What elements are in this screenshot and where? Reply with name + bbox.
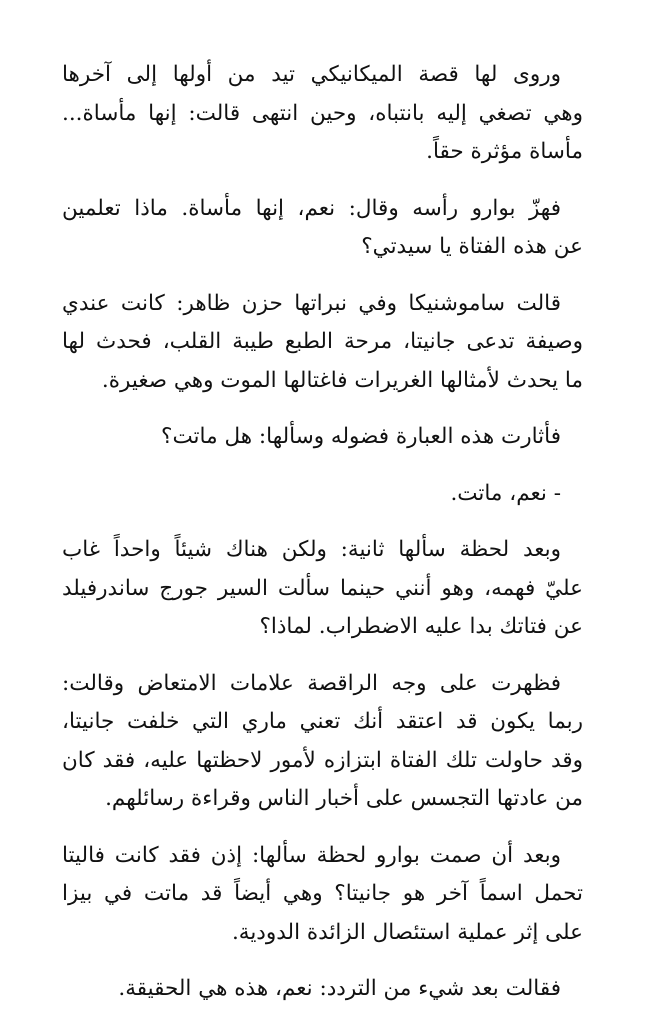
- paragraph-line: وروى لها قصة الميكانيكي تيد من أولها إلى آخرها: [62, 62, 561, 87]
- paragraph-1: [62, 56, 583, 172]
- paragraph-line: ربما يكون قد اعتقد أنك تعني ماري التي خلفت جانيتا،: [62, 709, 583, 734]
- paragraph-line: فظهرت على وجه الراقصة علامات الامتعاض وقالت:: [62, 670, 561, 696]
- paragraph-line: مأساة مؤثرة حقاً.: [426, 139, 583, 164]
- paragraph-6: [62, 531, 583, 647]
- paragraph-line: فأثارت هذه العبارة فضوله وسألها: هل ماتت؟: [161, 424, 561, 449]
- paragraph-3: [62, 285, 583, 401]
- paragraph-7: [62, 665, 583, 819]
- paragraph-5: [62, 475, 583, 514]
- paragraph-2: [62, 190, 583, 267]
- paragraph-line: تحمل اسماً آخر هو جانيتا؟ وهي أيضاً قد ماتت في بيزا: [62, 881, 583, 906]
- paragraph-line: وهي تصغي إليه بانتباه، وحين انتهى قالت: إنها مأساة...: [62, 100, 583, 126]
- paragraph-line: وبعد لحظة سألها ثانية: ولكن هناك شيئاً واحداً غاب: [62, 537, 561, 562]
- paragraph-line: على إثر عملية استئصال الزائدة الدودية.: [231, 919, 583, 945]
- paragraph-line: وصيفة تدعى جانيتا، مرحة الطبع طيبة القلب، فحدث لها: [62, 329, 583, 354]
- paragraph-line: فهزّ بوارو رأسه وقال: نعم، إنها مأساة. ماذا تعلمين: [62, 195, 561, 221]
- paragraph-line: عليّ فهمه، وهو أنني حينما سألت السير جورج ساندرفيلد: [62, 575, 583, 601]
- paragraph-line: عن هذه الفتاة يا سيدتي؟: [361, 234, 583, 259]
- paragraph-line: فقالت بعد شيء من التردد: نعم، هذه هي الحقيقة.: [118, 976, 561, 1001]
- paragraph-8: [62, 837, 583, 953]
- paragraph-line: عن فتاتك بدا عليه الاضطراب. لماذا؟: [259, 614, 583, 639]
- paragraph-line: ما يحدث لأمثالها الغريرات فاغتالها الموت وهي صغيرة.: [101, 367, 583, 393]
- paragraph-line: وبعد أن صمت بوارو لحظة سألها: إذن فقد كانت فاليتا: [62, 842, 561, 868]
- paragraph-9: [62, 970, 583, 1009]
- paragraph-line: - نعم، ماتت.: [450, 480, 561, 506]
- paragraph-line: من عادتها التجسس على أخبار الناس وقراءة رسائلهم.: [105, 786, 583, 811]
- paragraph-4: [62, 418, 583, 457]
- paragraph-line: وقد حاولت تلك الفتاة ابتزازه لأمور لاحظتها عليه، فقد كان: [62, 747, 583, 773]
- paragraph-line: قالت ساموشنيكا وفي نبراتها حزن ظاهر: كانت عندي: [62, 290, 561, 316]
